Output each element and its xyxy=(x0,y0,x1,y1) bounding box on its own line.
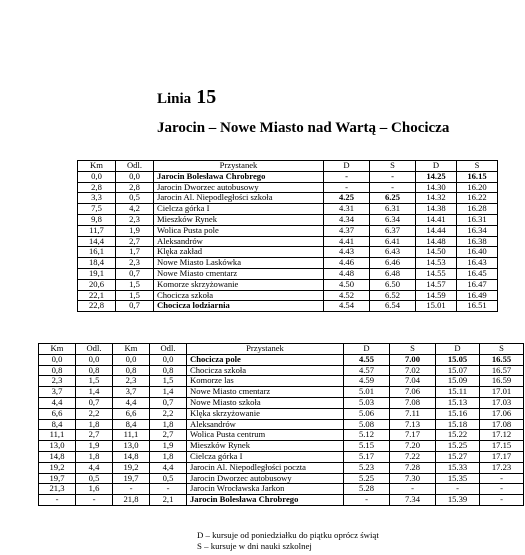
table-cell: 14,8 xyxy=(39,451,76,462)
table-cell: 16.31 xyxy=(457,214,498,225)
table-cell: 1,8 xyxy=(76,451,113,462)
column-header: S xyxy=(370,161,416,172)
table-cell: 14.57 xyxy=(416,279,457,290)
table-cell: 1,4 xyxy=(76,387,113,398)
stop-name-cell: Jarocin Bolesława Chrobrego xyxy=(187,495,344,506)
table-cell: 4.55 xyxy=(344,354,390,365)
table-cell: 5.08 xyxy=(344,419,390,430)
table-cell: 14.30 xyxy=(416,182,457,193)
stop-name-cell: Chocicza lodziarnia xyxy=(154,301,324,312)
table-cell: 2,7 xyxy=(76,430,113,441)
table-cell: 5.06 xyxy=(344,408,390,419)
table-cell: 0,0 xyxy=(113,354,150,365)
table-cell: 17.15 xyxy=(480,441,524,452)
stop-name-cell: Nowe Miasto cmentarz xyxy=(187,387,344,398)
table-cell: 1,8 xyxy=(150,451,187,462)
table-row xyxy=(39,376,524,387)
table-cell: 6.50 xyxy=(370,279,416,290)
line-title xyxy=(157,86,216,109)
table-cell: 4,4 xyxy=(150,462,187,473)
table-cell: - xyxy=(480,473,524,484)
table-cell: 7,5 xyxy=(78,204,116,215)
table-cell: 1,6 xyxy=(76,484,113,495)
legend-s: S – kursuje w dni nauki szkolnej xyxy=(197,541,312,551)
table-cell: 6.41 xyxy=(370,236,416,247)
table-cell: 20,6 xyxy=(78,279,116,290)
table-cell: 5.25 xyxy=(344,473,390,484)
stop-name-cell: Aleksandrów xyxy=(154,236,324,247)
column-header: Km xyxy=(39,344,76,355)
table-cell: 21,3 xyxy=(39,484,76,495)
table-cell: 16.15 xyxy=(457,171,498,182)
table-cell: 7.30 xyxy=(390,473,436,484)
table-cell: 0,8 xyxy=(39,365,76,376)
table-cell: 14,4 xyxy=(78,236,116,247)
table-cell: 2,3 xyxy=(116,214,154,225)
table-cell: 16.45 xyxy=(457,268,498,279)
table-cell: 16.47 xyxy=(457,279,498,290)
stop-name-cell: Wolica Pusta pole xyxy=(154,225,324,236)
column-header: Km xyxy=(113,344,150,355)
table-cell: 2,2 xyxy=(76,408,113,419)
table-cell: 16.43 xyxy=(457,258,498,269)
table-cell: 7.34 xyxy=(390,495,436,506)
table-cell: 7.02 xyxy=(390,365,436,376)
column-header: S xyxy=(390,344,436,355)
table-cell: 7.04 xyxy=(390,376,436,387)
table-cell: 16.40 xyxy=(457,247,498,258)
stop-name-cell: Nowe Miasto cmentarz xyxy=(154,268,324,279)
stop-name-cell: Chocicza szkoła xyxy=(187,365,344,376)
table-cell: 16.51 xyxy=(457,301,498,312)
table-cell: 17.12 xyxy=(480,430,524,441)
table-cell: 2,8 xyxy=(116,182,154,193)
table-cell: 5.15 xyxy=(344,441,390,452)
table-cell: 15.35 xyxy=(436,473,480,484)
table-cell: 4.41 xyxy=(324,236,370,247)
column-header: D xyxy=(436,344,480,355)
table-row xyxy=(39,441,524,452)
table-cell: 15.18 xyxy=(436,419,480,430)
table-cell: 0,0 xyxy=(39,354,76,365)
column-header: Przystanek xyxy=(154,161,324,172)
table-cell: 0,8 xyxy=(150,365,187,376)
table-row xyxy=(39,387,524,398)
table-cell: 4.57 xyxy=(344,365,390,376)
table-cell: 7.28 xyxy=(390,462,436,473)
table-cell: 14.38 xyxy=(416,204,457,215)
table-cell: 0,5 xyxy=(76,473,113,484)
table-cell: 16.20 xyxy=(457,182,498,193)
table-cell: - xyxy=(370,182,416,193)
table-cell: 7.06 xyxy=(390,387,436,398)
table-row xyxy=(78,247,498,258)
table-cell: 15.39 xyxy=(436,495,480,506)
table-cell: 8,4 xyxy=(39,419,76,430)
table-cell: 15.11 xyxy=(436,387,480,398)
table-cell: 1,5 xyxy=(150,376,187,387)
table-cell: 11,1 xyxy=(113,430,150,441)
table-cell: 16,1 xyxy=(78,247,116,258)
table-cell: 1,5 xyxy=(116,279,154,290)
table-cell: 4.46 xyxy=(324,258,370,269)
table-cell: 14.25 xyxy=(416,171,457,182)
table-cell: 3,3 xyxy=(78,193,116,204)
table-cell: 2,7 xyxy=(116,236,154,247)
table-row xyxy=(39,430,524,441)
table-cell: 7.22 xyxy=(390,451,436,462)
table-cell: 19,1 xyxy=(78,268,116,279)
table-cell: - xyxy=(370,171,416,182)
line-number: 15 xyxy=(196,86,217,108)
table-cell: 7.13 xyxy=(390,419,436,430)
route-title: Jarocin – Nowe Miasto nad Wartą – Chocicza xyxy=(157,120,450,136)
table-cell: 19,2 xyxy=(39,462,76,473)
table-cell: 15.22 xyxy=(436,430,480,441)
table-cell: 8,4 xyxy=(113,419,150,430)
table-row xyxy=(78,225,498,236)
table-cell: 1,8 xyxy=(150,419,187,430)
table-cell: 6.54 xyxy=(370,301,416,312)
table-row xyxy=(39,462,524,473)
table-cell: 14.55 xyxy=(416,268,457,279)
table-cell: 4.34 xyxy=(324,214,370,225)
table-cell: 7.11 xyxy=(390,408,436,419)
table-cell: 15.33 xyxy=(436,462,480,473)
table-cell: 16.22 xyxy=(457,193,498,204)
table-row xyxy=(78,258,498,269)
table-cell: 4.59 xyxy=(344,376,390,387)
table-cell: 17.03 xyxy=(480,397,524,408)
table-cell: 5.03 xyxy=(344,397,390,408)
table-cell: 0,0 xyxy=(78,171,116,182)
stop-name-cell: Jarocin Al. Niepodległości szkoła xyxy=(154,193,324,204)
table-cell: 4,2 xyxy=(116,204,154,215)
table-cell: 6.48 xyxy=(370,268,416,279)
table-cell: 1,5 xyxy=(76,376,113,387)
table-cell: 4.31 xyxy=(324,204,370,215)
table-cell: 9,8 xyxy=(78,214,116,225)
stop-name-cell: Chocicza szkoła xyxy=(154,290,324,301)
table-cell: 11,1 xyxy=(39,430,76,441)
table-row xyxy=(78,279,498,290)
table-cell: 14.32 xyxy=(416,193,457,204)
table-cell: 3,7 xyxy=(39,387,76,398)
table-cell: - xyxy=(480,495,524,506)
table-cell: 7.08 xyxy=(390,397,436,408)
table-cell: - xyxy=(39,495,76,506)
table-cell: 2,8 xyxy=(78,182,116,193)
table-cell: 14.59 xyxy=(416,290,457,301)
table-cell: 19,2 xyxy=(113,462,150,473)
table-cell: 7.17 xyxy=(390,430,436,441)
table-cell: 14.53 xyxy=(416,258,457,269)
column-header: D xyxy=(344,344,390,355)
column-header: S xyxy=(457,161,498,172)
table-row xyxy=(39,495,524,506)
table-cell: 17.08 xyxy=(480,419,524,430)
table-cell: 15.01 xyxy=(416,301,457,312)
table-cell: 13,0 xyxy=(39,441,76,452)
table-cell: 11,7 xyxy=(78,225,116,236)
table-cell: 0,0 xyxy=(150,354,187,365)
stop-name-cell: Jarocin Dworzec autobusowy xyxy=(154,182,324,193)
table-cell: - xyxy=(344,495,390,506)
table-cell: 4.52 xyxy=(324,290,370,301)
column-header: Odl. xyxy=(150,344,187,355)
table-cell: 0,8 xyxy=(113,365,150,376)
table-cell: - xyxy=(113,484,150,495)
table-cell: 4.54 xyxy=(324,301,370,312)
table-cell: 15.09 xyxy=(436,376,480,387)
table-cell: 7.20 xyxy=(390,441,436,452)
stop-name-cell: Cielcza górka I xyxy=(154,204,324,215)
table-cell: 6.46 xyxy=(370,258,416,269)
table-row xyxy=(78,214,498,225)
table-cell: 1,8 xyxy=(76,419,113,430)
table-cell: 2,3 xyxy=(116,258,154,269)
table-cell: 4,4 xyxy=(39,397,76,408)
table-header-row xyxy=(78,161,498,172)
table-cell: 19,7 xyxy=(39,473,76,484)
table-cell: 2,1 xyxy=(150,495,187,506)
table-cell: 6.25 xyxy=(370,193,416,204)
table-cell: 0,7 xyxy=(116,301,154,312)
table-cell: 14.44 xyxy=(416,225,457,236)
table-cell: 4.48 xyxy=(324,268,370,279)
timetable-return xyxy=(38,343,524,506)
stop-name-cell: Komorze skrzyżowanie xyxy=(154,279,324,290)
legend-d: D – kursuje od poniedziałku do piątku oprócz świąt xyxy=(197,530,379,540)
table-cell: - xyxy=(324,182,370,193)
table-cell: - xyxy=(76,495,113,506)
table-cell: 15.16 xyxy=(436,408,480,419)
table-cell: 13,0 xyxy=(113,441,150,452)
table-cell: 2,3 xyxy=(113,376,150,387)
line-label: Linia xyxy=(157,91,192,107)
table-cell: 5.17 xyxy=(344,451,390,462)
table-cell: - xyxy=(324,171,370,182)
table-row xyxy=(78,171,498,182)
table-cell: 4.25 xyxy=(324,193,370,204)
table-row xyxy=(78,268,498,279)
table-cell: 15.13 xyxy=(436,397,480,408)
table-cell: 17.06 xyxy=(480,408,524,419)
table-row xyxy=(78,301,498,312)
table-row xyxy=(39,484,524,495)
table-cell: - xyxy=(480,484,524,495)
stop-name-cell: Cielcza górka I xyxy=(187,451,344,462)
table-cell: 6.34 xyxy=(370,214,416,225)
table-cell: 5.01 xyxy=(344,387,390,398)
table-cell: 17.17 xyxy=(480,451,524,462)
table-cell: 16.28 xyxy=(457,204,498,215)
table-cell: 0,5 xyxy=(150,473,187,484)
table-cell: - xyxy=(390,484,436,495)
table-cell: 1,7 xyxy=(116,247,154,258)
table-cell: 21,8 xyxy=(113,495,150,506)
table-cell: 14.41 xyxy=(416,214,457,225)
stop-name-cell: Mieszków Rynek xyxy=(187,441,344,452)
table-cell: 6,6 xyxy=(113,408,150,419)
table-cell: 15.25 xyxy=(436,441,480,452)
stop-name-cell: Jarocin Bolesława Chrobrego xyxy=(154,171,324,182)
table-cell: 4.50 xyxy=(324,279,370,290)
table-row xyxy=(78,193,498,204)
table-cell: 14.48 xyxy=(416,236,457,247)
stop-name-cell: Jarocin Al. Niepodległości poczta xyxy=(187,462,344,473)
table-cell: 4.37 xyxy=(324,225,370,236)
table-cell: 1,9 xyxy=(116,225,154,236)
table-cell: 0,0 xyxy=(76,354,113,365)
table-cell: 0,5 xyxy=(116,193,154,204)
stop-name-cell: Jarocin Dworzec autobusowy xyxy=(187,473,344,484)
stop-name-cell: Jarocin Wrocławska Jarkon xyxy=(187,484,344,495)
table-cell: 3,7 xyxy=(113,387,150,398)
table-cell: 6.31 xyxy=(370,204,416,215)
table-cell: 0,8 xyxy=(76,365,113,376)
table-cell: 0,7 xyxy=(76,397,113,408)
table-cell: 1,5 xyxy=(116,290,154,301)
table-row xyxy=(78,236,498,247)
table-cell: 15.07 xyxy=(436,365,480,376)
table-cell: 5.12 xyxy=(344,430,390,441)
table-cell: 2,3 xyxy=(39,376,76,387)
table-row xyxy=(39,419,524,430)
table-cell: 1,9 xyxy=(76,441,113,452)
table-cell: 1,9 xyxy=(150,441,187,452)
table-cell: 22,1 xyxy=(78,290,116,301)
table-cell: 18,4 xyxy=(78,258,116,269)
column-header: Odl. xyxy=(116,161,154,172)
table-cell: 6.52 xyxy=(370,290,416,301)
table-cell: 0,7 xyxy=(116,268,154,279)
table-row xyxy=(78,204,498,215)
column-header: S xyxy=(480,344,524,355)
column-header: Przystanek xyxy=(187,344,344,355)
table-cell: 17.01 xyxy=(480,387,524,398)
stop-name-cell: Komorze las xyxy=(187,376,344,387)
table-row xyxy=(78,290,498,301)
table-cell: 14,8 xyxy=(113,451,150,462)
column-header: D xyxy=(416,161,457,172)
table-cell: 16.34 xyxy=(457,225,498,236)
stop-name-cell: Wolica Pusta centrum xyxy=(187,430,344,441)
table-cell: 6.43 xyxy=(370,247,416,258)
stop-name-cell: Klęka skrzyżowanie xyxy=(187,408,344,419)
table-header-row xyxy=(39,344,524,355)
table-row xyxy=(39,365,524,376)
table-cell: 5.28 xyxy=(344,484,390,495)
table-row xyxy=(39,354,524,365)
table-row xyxy=(39,397,524,408)
table-cell: 16.49 xyxy=(457,290,498,301)
table-cell: 15.05 xyxy=(436,354,480,365)
table-cell: 16.57 xyxy=(480,365,524,376)
table-cell: 6.37 xyxy=(370,225,416,236)
table-cell: 2,7 xyxy=(150,430,187,441)
table-cell: 22,8 xyxy=(78,301,116,312)
table-cell: 16.59 xyxy=(480,376,524,387)
table-cell: 7.00 xyxy=(390,354,436,365)
stop-name-cell: Aleksandrów xyxy=(187,419,344,430)
table-cell: 16.38 xyxy=(457,236,498,247)
table-cell: 14.50 xyxy=(416,247,457,258)
table-cell: 2,2 xyxy=(150,408,187,419)
table-cell: 5.23 xyxy=(344,462,390,473)
column-header: Km xyxy=(78,161,116,172)
stop-name-cell: Mieszków Rynek xyxy=(154,214,324,225)
table-cell: 4,4 xyxy=(76,462,113,473)
table-cell: - xyxy=(150,484,187,495)
table-cell: 17.23 xyxy=(480,462,524,473)
stop-name-cell: Chocicza pole xyxy=(187,354,344,365)
table-cell: 16.55 xyxy=(480,354,524,365)
table-row xyxy=(78,182,498,193)
table-cell: 6,6 xyxy=(39,408,76,419)
table-cell: 4,4 xyxy=(113,397,150,408)
table-row xyxy=(39,451,524,462)
table-cell: 0,0 xyxy=(116,171,154,182)
table-cell: 4.43 xyxy=(324,247,370,258)
stop-name-cell: Nowe Miasto Laskówka xyxy=(154,258,324,269)
table-cell: 1,4 xyxy=(150,387,187,398)
timetable-outbound xyxy=(77,160,498,312)
stop-name-cell: Klęka zakład xyxy=(154,247,324,258)
table-cell: 15.27 xyxy=(436,451,480,462)
table-row xyxy=(39,473,524,484)
table-cell: - xyxy=(436,484,480,495)
stop-name-cell: Nowe Miasto szkoła xyxy=(187,397,344,408)
column-header: D xyxy=(324,161,370,172)
column-header: Odl. xyxy=(76,344,113,355)
table-cell: 0,7 xyxy=(150,397,187,408)
table-cell: 19,7 xyxy=(113,473,150,484)
table-row xyxy=(39,408,524,419)
